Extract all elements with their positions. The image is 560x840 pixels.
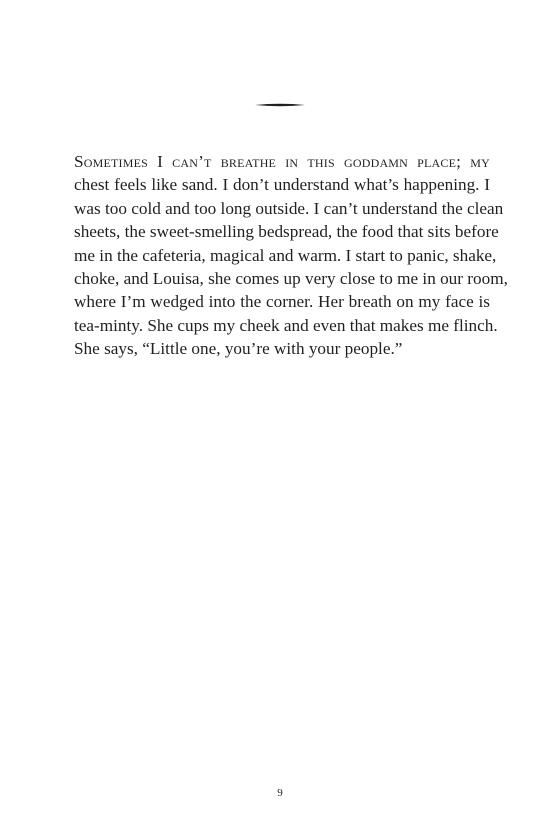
paragraph-last-line: She says, “Little one, you’re with your people.” <box>74 339 403 359</box>
ornament-rule-icon <box>255 101 305 109</box>
paragraph-line: chest feels like sand. I don’t understand what’s happening. I <box>74 175 490 195</box>
paragraph-line: choke, and Louisa, she comes up very close to me in our room, <box>74 268 508 288</box>
page-number: 9 <box>277 787 283 799</box>
paragraph-line: where I’m wedged into the corner. Her breath on my face is <box>74 292 490 312</box>
paragraph-line: tea-minty. She cups my cheek and even that makes me flinch. <box>74 315 498 335</box>
paragraph-opening-line: Sometimes I can’t breathe in this goddamn place; my <box>74 152 490 171</box>
body-paragraph <box>74 150 508 361</box>
paragraph-line: me in the cafeteria, magical and warm. I start to panic, shake, <box>74 245 497 265</box>
paragraph-line: sheets, the sweet-smelling bedspread, the food that sits before <box>74 222 499 242</box>
paragraph-line: was too cold and too long outside. I can’t understand the clean <box>74 198 504 218</box>
